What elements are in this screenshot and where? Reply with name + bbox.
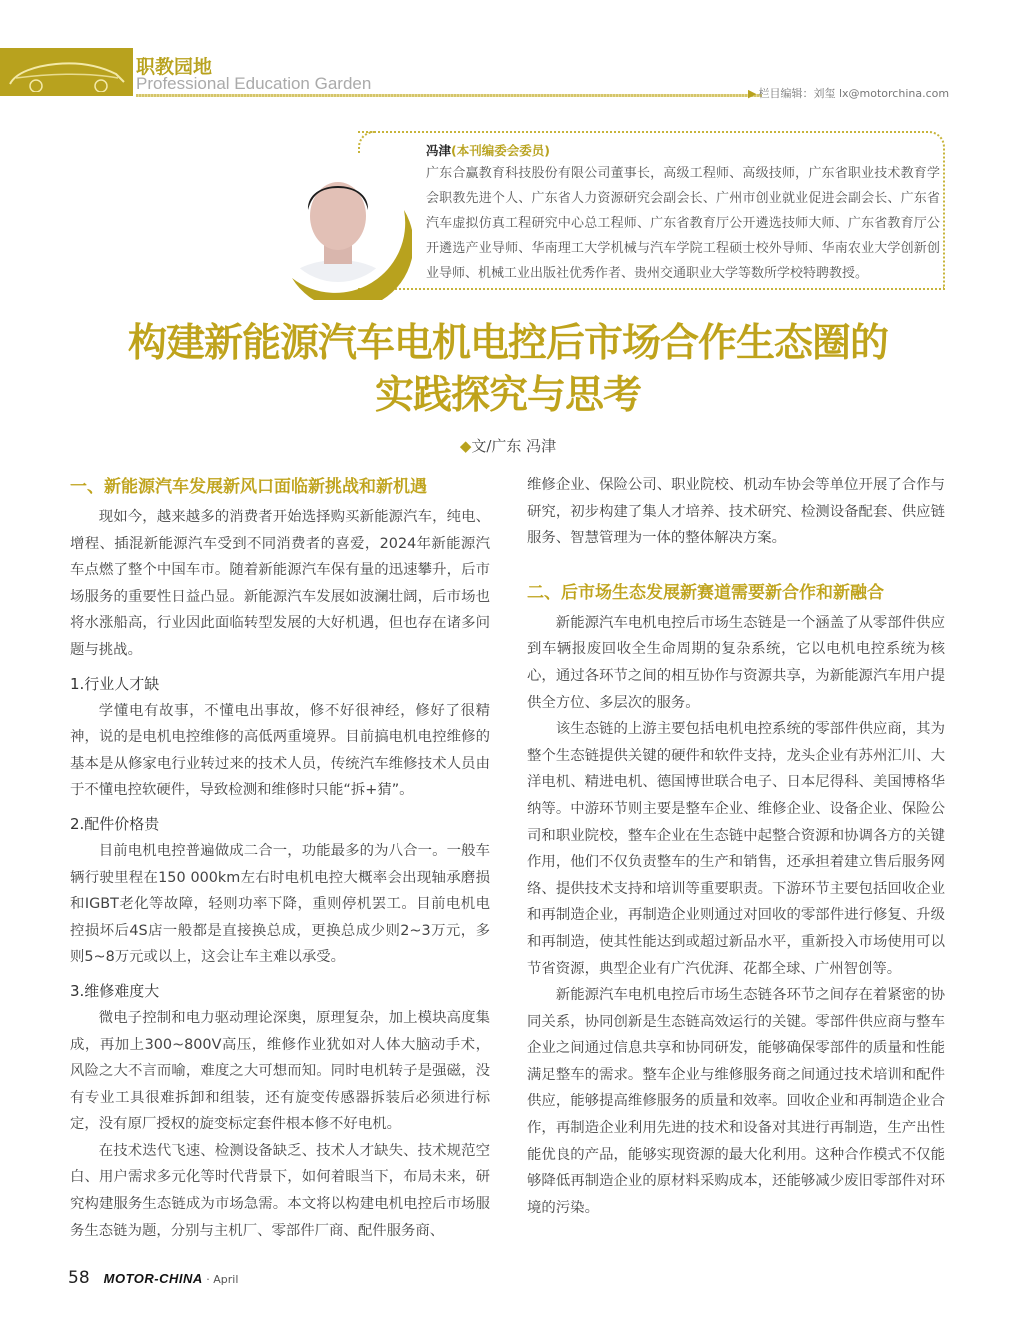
bio-name <box>426 141 550 159</box>
car-logo-icon <box>6 54 128 92</box>
paragraph: 维修企业、保险公司、职业院校、机动车协会等单位开展了合作与研究，初步构建了集人才培养、技术研究、检测设备配套、供应链服务、智慧管理为一体的整体解决方案。 <box>527 477 945 547</box>
header-divider <box>136 94 762 97</box>
paragraph: 目前电机电控普遍做成二合一，功能最多的为八合一。一般车辆行驶里程在150 000km左右时电机电控大概率会出现轴承磨损和IGBT老化等故障，轻则功率下降，重则停机罢工。目前电机电控损坏后4S店一般都是直接换总成，更换总成少则2~3万元，多则5~8万元或以上，这会让车主难以承受。 <box>70 842 490 966</box>
title-line-1: 构建新能源汽车电机电控后市场合作生态圈的 <box>127 321 888 366</box>
paragraph: 新能源汽车电机电控后市场生态链各环节之间存在着紧密的协同关系，协同创新是生态链高效运行的关键。零部件供应商与整车企业之间通过信息共享和协同研发，能够确保零部件的质量和性能满足整车的需求。整车企业与维修服务商之间通过技术培训和配件供应，能够提高维修服务的质量和效率。回收企业和再制造企业合作，再制造企业利用先进的技术和设备对其进行再制造，生产出性能优良的产品，能够实现资源的最大化利用。这种合作模式不仅能够降低再制造企业的原材料采购成本，还能够减少废旧零部件对环境的污染。 <box>527 987 945 1216</box>
paragraph: 现如今，越来越多的消费者开始选择购买新能源汽车，纯电、增程、插混新能源汽车受到不同消费者的喜爱，2024年新能源汽车点燃了整个中国车市。随着新能源汽车保有量的迅速攀升，后市场服务的重要性日益凸显。新能源汽车发展如波澜壮阔，后市场也将水涨船高，行业因此面临转型发展的大好机遇，但也存在诸多问题与挑战。 <box>70 509 490 658</box>
column-editor <box>748 85 949 101</box>
page-number: 58 <box>68 1268 90 1288</box>
paragraph: 微电子控制和电力驱动理论深奥，原理复杂，加上模块高度集成，再加上300~800V高压，维修作业犹如对人体大脑动手术，风险之大不言而喻，难度之大可想而知。同时电机转子是强磁，没有专业工具很难拆卸和组装，还有旋变传感器拆装后必须进行标定，没有原厂授权的旋变标定套件根本修不好电机。 <box>70 1009 490 1133</box>
diamond-icon: ◆ <box>459 437 472 455</box>
title-line-2: 实践探究与思考 <box>374 373 641 418</box>
triangle-icon: ▶ <box>748 87 757 100</box>
author-role: (本刊编委会委员) <box>451 143 550 158</box>
author-portrait <box>272 150 412 300</box>
byline <box>0 435 1016 456</box>
subheading-3: 3.维修难度大 <box>70 981 160 1000</box>
section-subtitle: Professional Education Garden <box>136 74 372 93</box>
issue-month: · April <box>206 1273 239 1286</box>
author-name: 冯津 <box>426 143 452 158</box>
column-right <box>527 472 945 1221</box>
paragraph: 新能源汽车电机电控后市场生态链是一个涵盖了从零部件供应到车辆报废回收全生命周期的复杂系统，它以电机电控系统为核心，通过各环节之间的相互协作与资源共享，为新能源汽车用户提供全方位、多层次的服务。 <box>527 614 945 711</box>
section-heading-1: 一、新能源汽车发展新风口面临新挑战和新机遇 <box>70 477 427 497</box>
subheading-2: 2.配件价格贵 <box>70 814 160 833</box>
editor-text: 栏目编辑：刘玺 lx@motorchina.com <box>758 87 950 100</box>
paragraph: 该生态链的上游主要包括电机电控系统的零部件供应商，其为整个生态链提供关键的硬件和软件支持，龙头企业有苏州汇川、大洋电机、精进电机、德国博世联合电子、日本尼得科、美国博格华纳等。中游环节则主要是整车企业、维修企业、设备企业、保险公司和职业院校，整车企业在生态链中起整合资源和协调各方的关键作用，他们不仅负责整车的生产和销售，还承担着建立售后服务网络、提供技术支持和培训等重要职责。下游环节主要包括回收企业和再制造企业，再制造企业则通过对回收的零部件进行修复、升级和再制造，使其性能达到或超过新品水平，重新投入市场使用可以节省资源，典型企业有广汽优湃、花都全球、广州智创等。 <box>527 721 945 977</box>
section-heading-2: 二、后市场生态发展新赛道需要新合作和新融合 <box>527 582 884 603</box>
subheading-1: 1.行业人才缺 <box>70 674 160 693</box>
section-banner <box>0 48 133 96</box>
section-title: 职教园地 <box>136 56 213 78</box>
paragraph: 在技术迭代飞速、检测设备缺乏、技术人才缺失、技术规范空白、用户需求多元化等时代背景下，如何着眼当下，布局未来，研究构建服务生态链成为市场急需。本文将以构建电机电控后市场服务生态链为题，分别与主机厂、零部件厂商、配件服务商、 <box>70 1142 490 1239</box>
byline-text: 文/广东 冯津 <box>471 437 557 455</box>
bio-text: 广东合赢教育科技股份有限公司董事长，高级工程师、高级技师，广东省职业技术教育学会职教先进个人、广东省人力资源研究会副会长、广州市创业就业促进会副会长、广东省汽车虚拟仿真工程研究中心总工程师、广东省教育厅公开遴选技师大师、广东省教育厅公开遴选产业导师、华南理工大学机械与汽车学院工程硕士校外导师、华南农业大学创新创业导师、机械工业出版社优秀作者、贵州交通职业大学等数所学校特聘教授。 <box>426 166 940 281</box>
article-title <box>0 318 1016 422</box>
paragraph: 学懂电有故事，不懂电出事故，修不好很神经，修好了很精神，说的是电机电控维修的高低两重境界。目前搞电机电控维修的基本是从修家电行业转过来的技术人员，传统汽车维修技术人员由于不懂电控软硬件，导致检测和维修时只能“拆+猜”。 <box>70 702 490 799</box>
column-left <box>70 472 490 1244</box>
magazine-logo: MOTOR-CHINA <box>103 1271 203 1286</box>
page-footer <box>68 1268 238 1288</box>
